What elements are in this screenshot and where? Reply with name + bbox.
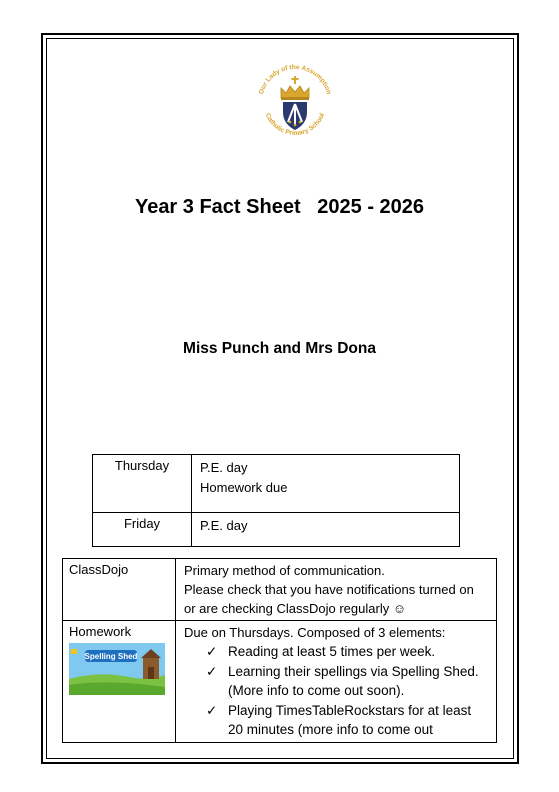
info-row-homework xyxy=(63,621,497,743)
schedule-day: Friday xyxy=(93,513,192,547)
list-item: ✓ Reading at least 5 times per week. xyxy=(206,642,488,662)
logo-bottom-text: Catholic Primary School xyxy=(263,112,327,138)
logo-top-text: Our Lady of the Assumption xyxy=(257,63,333,96)
schedule-row xyxy=(93,455,460,513)
school-logo xyxy=(252,56,338,142)
classdojo-line: or are checking ClassDojo regularly ☺ xyxy=(184,601,407,616)
info-row-classdojo xyxy=(63,559,497,621)
classdojo-line: Please check that you have notifications turned on xyxy=(184,582,474,597)
info-label: Homework xyxy=(69,624,132,639)
spelling-shed-image xyxy=(69,643,165,695)
homework-intro: Due on Thursdays. Composed of 3 elements: xyxy=(184,625,446,640)
info-table xyxy=(62,558,497,743)
schedule-day: Thursday xyxy=(93,455,192,513)
info-label: ClassDojo xyxy=(63,559,176,621)
classdojo-line: Primary method of communication. xyxy=(184,563,385,578)
schedule-activity: Homework due xyxy=(200,480,288,495)
homework-list xyxy=(184,642,488,740)
spelling-shed-image-text: Spelling Shed xyxy=(84,652,138,661)
list-item: ✓ Learning their spellings via Spelling Shed. (More info to come out soon). xyxy=(206,663,479,698)
page-title: Year 3 Fact Sheet 2025 - 2026 xyxy=(134,196,425,218)
teacher-names: Miss Punch and Mrs Dona xyxy=(183,340,376,357)
schedule-activity: P.E. day xyxy=(200,518,248,533)
schedule-row xyxy=(93,513,460,547)
check-icon: ✓ xyxy=(206,644,218,659)
list-item: ✓ Playing TimesTableRockstars for at least 20 minutes (more info to come out xyxy=(206,702,472,737)
check-icon: ✓ xyxy=(206,702,218,718)
schedule-activity: P.E. day xyxy=(200,460,248,475)
check-icon: ✓ xyxy=(206,663,218,679)
schedule-table xyxy=(92,454,460,547)
